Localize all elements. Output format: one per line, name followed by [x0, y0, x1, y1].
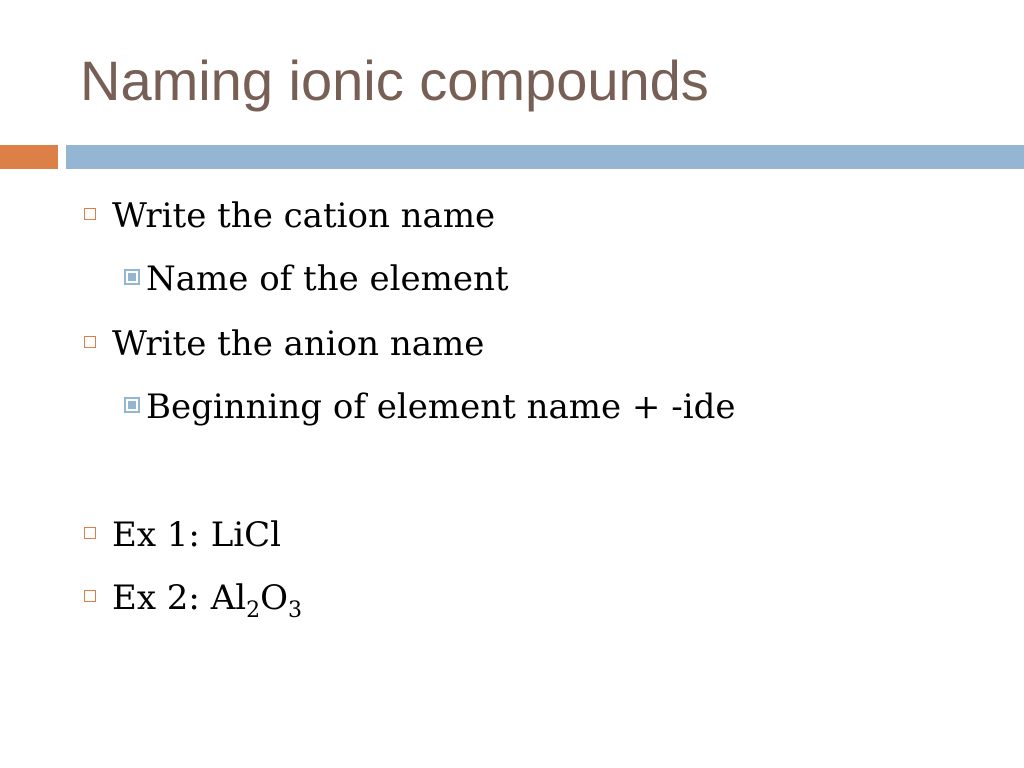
slide-title: Naming ionic compounds: [80, 49, 709, 112]
sub-bullet-item: [124, 257, 509, 299]
bullet-text: Write the anion name: [112, 324, 485, 364]
formula-subscript: 3: [288, 598, 302, 623]
bullet-item: [84, 576, 302, 623]
title-divider-bar: [66, 145, 1024, 169]
bullet-text: Write the cation name: [112, 196, 496, 236]
sub-bullet-text: Beginning of element name + -ide: [146, 387, 736, 427]
hollow-square-bullet-icon: [84, 336, 96, 348]
title-accent-bar: [0, 145, 58, 169]
sub-bullet-item: [124, 385, 735, 427]
bullet-item: [84, 513, 281, 555]
formula-prefix: Ex 2: Al: [112, 578, 247, 618]
hollow-square-bullet-icon: [84, 208, 96, 220]
formula-element: O: [260, 578, 288, 618]
filled-square-bullet-icon: [124, 397, 140, 413]
hollow-square-bullet-icon: [84, 590, 96, 602]
bullet-item: [84, 194, 495, 236]
bullet-text: Ex 1: LiCl: [112, 515, 282, 555]
filled-square-bullet-icon: [124, 269, 140, 285]
bullet-item: [84, 322, 484, 364]
sub-bullet-text: Name of the element: [146, 259, 509, 299]
hollow-square-bullet-icon: [84, 527, 96, 539]
formula-subscript: 2: [246, 598, 261, 623]
formula-text: [112, 578, 302, 623]
